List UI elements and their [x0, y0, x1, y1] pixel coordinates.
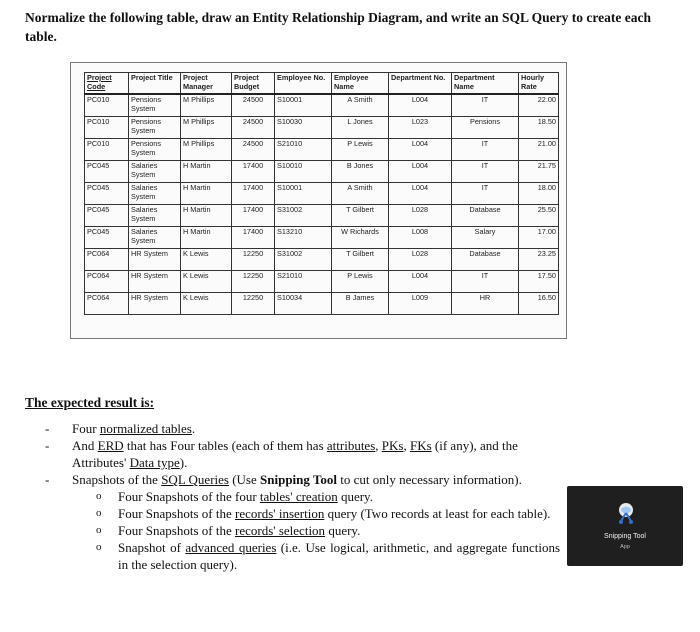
table-cell: K Lewis: [181, 293, 232, 315]
table-cell: Salaries System: [129, 161, 181, 183]
table-cell: L004: [389, 161, 452, 183]
table-cell: W Richards: [332, 227, 389, 249]
table-cell: PC010: [85, 117, 129, 139]
table-cell: K Lewis: [181, 249, 232, 271]
table-cell: Salary: [452, 227, 519, 249]
table-cell: M Phillips: [181, 139, 232, 161]
requirement-sql-snapshots: - Snapshots of the SQL Queries (Use Snipping Tool to cut only necessary information).: [45, 472, 522, 487]
table-cell: L004: [389, 139, 452, 161]
table-cell: L009: [389, 293, 452, 315]
table-cell: Pensions System: [129, 117, 181, 139]
table-row: [85, 161, 559, 183]
table-cell: Database: [452, 249, 519, 271]
sub-item-record-selection: o Four Snapshots of the records' selection query.: [96, 523, 361, 538]
table-cell: 18.50: [519, 117, 559, 139]
table-cell: H Martin: [181, 183, 232, 205]
column-header: Employee No.: [275, 73, 332, 95]
table-cell: 12250: [232, 293, 275, 315]
table-cell: Pensions: [452, 117, 519, 139]
table-cell: P Lewis: [332, 271, 389, 293]
table-cell: H Martin: [181, 161, 232, 183]
table-cell: PC045: [85, 183, 129, 205]
requirement-normalized-tables: - Four normalized tables.: [45, 421, 196, 436]
table-cell: 25.50: [519, 205, 559, 227]
table-cell: Salaries System: [129, 205, 181, 227]
table-cell: 18.00: [519, 183, 559, 205]
table-cell: A Smith: [332, 94, 389, 117]
table-cell: L008: [389, 227, 452, 249]
table-cell: 17400: [232, 227, 275, 249]
column-header: Employee Name: [332, 73, 389, 95]
table-row: [85, 183, 559, 205]
table-cell: 16.50: [519, 293, 559, 315]
table-row: [85, 271, 559, 293]
table-cell: IT: [452, 183, 519, 205]
table-cell: HR System: [129, 249, 181, 271]
table-cell: 17.50: [519, 271, 559, 293]
table-cell: PC010: [85, 139, 129, 161]
table-cell: A Smith: [332, 183, 389, 205]
table-cell: L004: [389, 271, 452, 293]
table-cell: IT: [452, 161, 519, 183]
table-cell: L Jones: [332, 117, 389, 139]
table-cell: S31002: [275, 249, 332, 271]
table-cell: B Jones: [332, 161, 389, 183]
column-header: Project Title: [129, 73, 181, 95]
table-cell: L028: [389, 249, 452, 271]
table-cell: PC045: [85, 205, 129, 227]
requirements-list: [45, 420, 560, 573]
table-cell: HR: [452, 293, 519, 315]
expected-result-heading: The expected result is:: [25, 395, 155, 410]
table-cell: 17400: [232, 161, 275, 183]
table-cell: 22.00: [519, 94, 559, 117]
table-cell: IT: [452, 139, 519, 161]
requirement-erd: - And ERD that has Four tables (each of them has attributes, PKs, FKs (if any), and the Attributes' Data type).: [45, 438, 518, 470]
table-cell: S31002: [275, 205, 332, 227]
snipping-tool-icon: [614, 501, 638, 525]
column-header: Project Manager: [181, 73, 232, 95]
table-cell: HR System: [129, 293, 181, 315]
table-cell: 12250: [232, 271, 275, 293]
snipping-tool-tile[interactable]: [567, 486, 683, 566]
table-row: [85, 227, 559, 249]
column-header: Hourly Rate: [519, 73, 559, 95]
table-cell: 24500: [232, 94, 275, 117]
page-title: Normalize the following table, draw an Entity Relationship Diagram, and write an SQL Query to create each table.: [25, 10, 651, 44]
snipping-tool-subtitle: App: [620, 544, 630, 550]
table-cell: IT: [452, 94, 519, 117]
table-cell: S10010: [275, 161, 332, 183]
table-header-row: [85, 73, 559, 95]
column-header: Department No.: [389, 73, 452, 95]
table-row: [85, 293, 559, 315]
table-cell: Database: [452, 205, 519, 227]
table-cell: 23.25: [519, 249, 559, 271]
table-cell: H Martin: [181, 205, 232, 227]
table-cell: K Lewis: [181, 271, 232, 293]
table-cell: L023: [389, 117, 452, 139]
table-cell: S21010: [275, 271, 332, 293]
table-cell: PC064: [85, 293, 129, 315]
table-cell: IT: [452, 271, 519, 293]
table-row: [85, 94, 559, 117]
table-cell: PC045: [85, 227, 129, 249]
table-row: [85, 205, 559, 227]
table-cell: T Gilbert: [332, 249, 389, 271]
table-cell: 24500: [232, 117, 275, 139]
table-cell: M Phillips: [181, 94, 232, 117]
column-header: Department Name: [452, 73, 519, 95]
sub-item-advanced-queries: o Snapshot of advanced queries (i.e. Use logical, arithmetic, and aggregate functions in the selection query).: [96, 540, 560, 572]
table-cell: 17400: [232, 205, 275, 227]
table-cell: S13210: [275, 227, 332, 249]
table-cell: M Phillips: [181, 117, 232, 139]
table-cell: H Martin: [181, 227, 232, 249]
table-cell: S10001: [275, 94, 332, 117]
table-cell: PC064: [85, 249, 129, 271]
table-cell: T Gilbert: [332, 205, 389, 227]
table-cell: S21010: [275, 139, 332, 161]
table-row: [85, 249, 559, 271]
table-cell: S10001: [275, 183, 332, 205]
table-cell: 12250: [232, 249, 275, 271]
unnormalized-table: [84, 72, 559, 315]
table-cell: B James: [332, 293, 389, 315]
table-cell: 21.75: [519, 161, 559, 183]
table-cell: 21.00: [519, 139, 559, 161]
sub-item-table-creation: o Four Snapshots of the four tables' creation query.: [96, 489, 373, 504]
table-cell: Salaries System: [129, 227, 181, 249]
table-cell: S10034: [275, 293, 332, 315]
table-cell: PC045: [85, 161, 129, 183]
table-cell: 17.00: [519, 227, 559, 249]
table-row: [85, 139, 559, 161]
table-cell: PC064: [85, 271, 129, 293]
table-cell: L004: [389, 183, 452, 205]
table-cell: Pensions System: [129, 94, 181, 117]
table-row: [85, 117, 559, 139]
snipping-tool-label: Snipping Tool: [604, 533, 646, 540]
table-cell: 17400: [232, 183, 275, 205]
table-cell: Salaries System: [129, 183, 181, 205]
column-header: Project Code: [85, 73, 129, 95]
table-cell: L028: [389, 205, 452, 227]
table-cell: HR System: [129, 271, 181, 293]
table-cell: Pensions System: [129, 139, 181, 161]
table-cell: 24500: [232, 139, 275, 161]
table-cell: PC010: [85, 94, 129, 117]
table-cell: P Lewis: [332, 139, 389, 161]
sub-item-record-insertion: o Four Snapshots of the records' insertion query (Two records at least for each table).: [96, 506, 551, 521]
column-header: Project Budget: [232, 73, 275, 95]
table-cell: L004: [389, 94, 452, 117]
table-cell: S10030: [275, 117, 332, 139]
